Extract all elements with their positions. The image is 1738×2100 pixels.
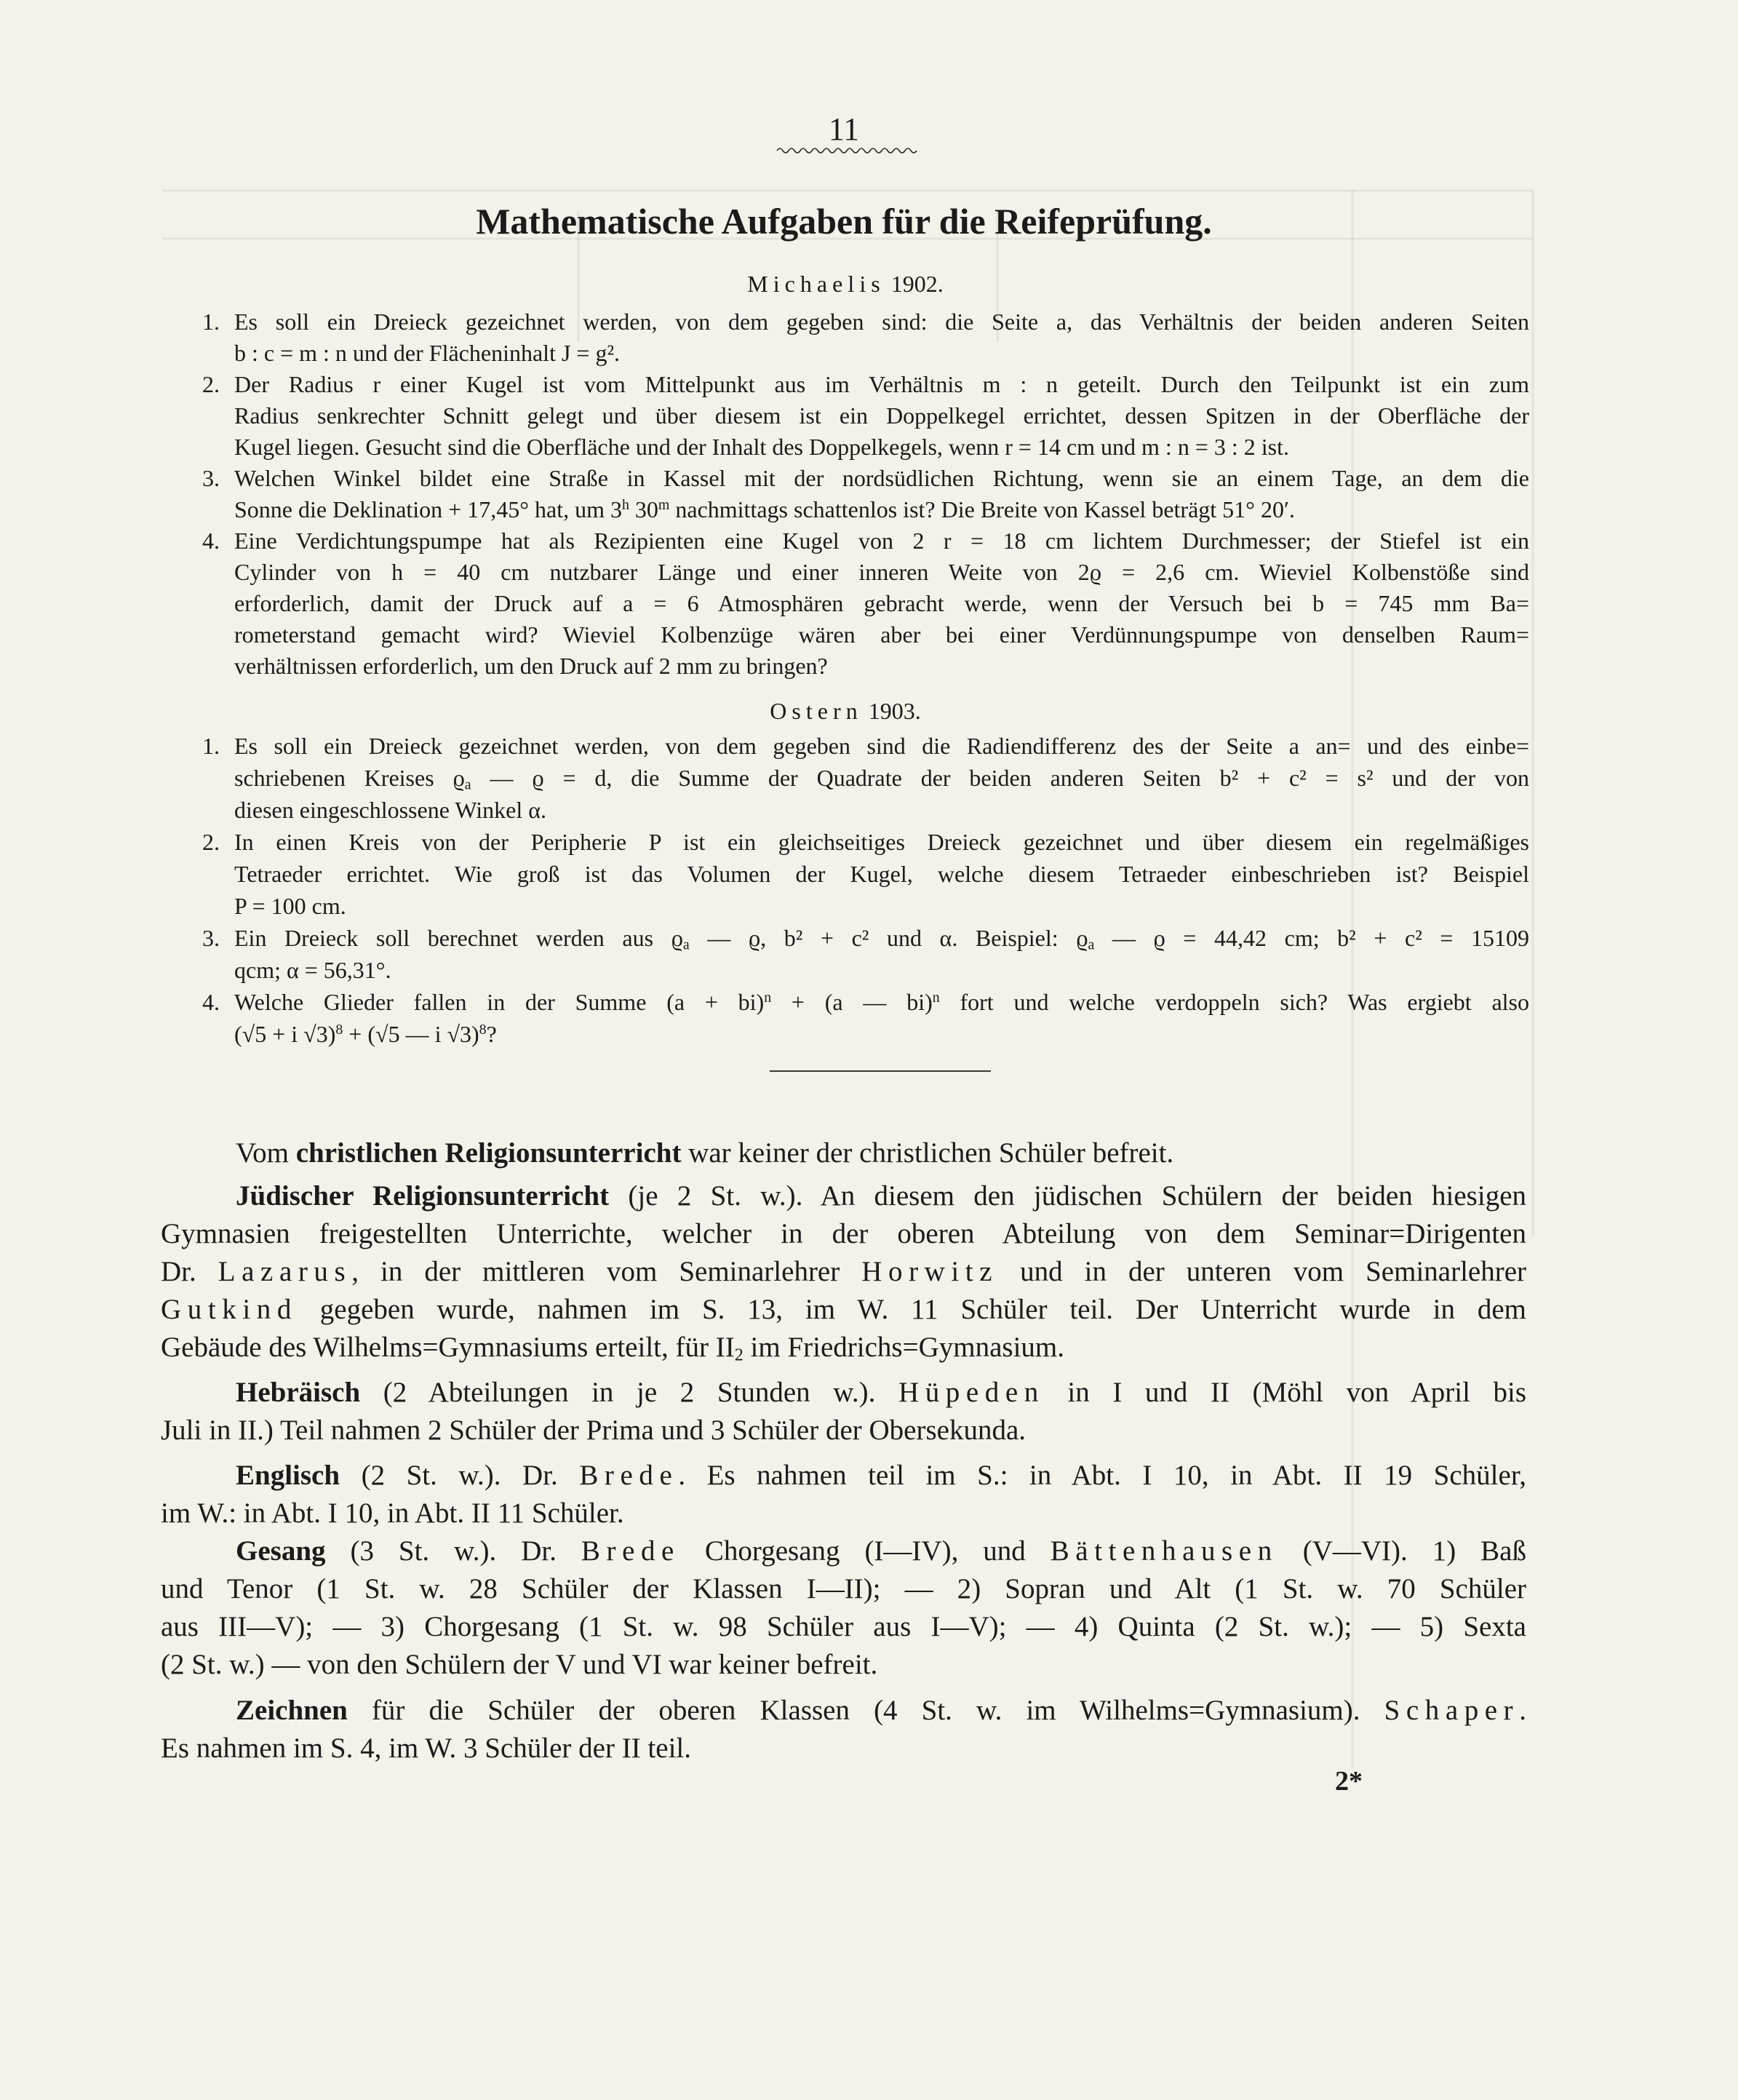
signature-mark: 2* [1335,1766,1363,1797]
superscript: n [764,990,772,1006]
exercise-number: 2. [202,829,220,855]
text-line [234,826,1529,858]
exercise-item [191,525,1529,682]
text-line [161,1532,1526,1570]
text-run: im W.: in Abt. I 10, in Abt. II 11 Schüler. [161,1498,624,1529]
text-run: + (√5 — i √3) [343,1021,479,1047]
text-line [234,431,1529,463]
text-run: Chorgesang (I—IV), und [679,1535,1051,1567]
spaced-text: Bättenhausen [1050,1535,1278,1567]
spaced-text: Brede [581,1535,680,1567]
text-run: P = 100 cm. [234,893,346,919]
text-run: war keiner der christlichen Schüler befreit. [681,1137,1174,1169]
text-run: Eine Verdichtungspumpe hat als Rezipienten eine Kugel von 2 r = 18 cm lichtem Durchmesser; der Stiefel ist ein [234,528,1529,554]
text-run: (V—VI). 1) Baß [1277,1535,1526,1567]
text-line [234,557,1529,588]
text-run: (2 Abteilungen in je 2 Stunden w.). [360,1377,898,1408]
text-line [161,1692,1526,1730]
body-paragraph [161,1692,1526,1767]
exercise-number: 4. [202,989,220,1015]
exercise-number: 1. [202,733,220,759]
text-run: Der Radius r einer Kugel ist vom Mittelpunkt aus im Verhältnis m : n geteilt. Durch den Teilpunkt ist ein zum [234,371,1529,397]
text-line [234,730,1529,762]
text-run: für die Schüler der oberen Klassen (4 St. w. im Wilhelms=Gymnasium). [347,1695,1384,1726]
page-number-ornament [776,146,917,156]
text-line [161,1253,1526,1291]
text-line [234,762,1529,794]
text-line [161,1177,1526,1215]
bold-text: Englisch [236,1460,340,1491]
horizontal-rule [770,1070,991,1072]
exercise-item [191,730,1529,826]
body-paragraph [161,1532,1526,1684]
text-run: In einen Kreis von der Peripherie P ist ein gleichseitiges Dreieck gezeichnet und über diesem ein regelmäßiges [234,829,1529,855]
text-line [161,1570,1526,1608]
text-run: Welche Glieder fallen in der Summe (a + bi) [234,989,765,1015]
text-run: Juli in II.) Teil nahmen 2 Schüler der Prima und 3 Schüler der Obersekunda. [161,1415,1027,1446]
exercise-number: 4. [202,528,220,554]
text-line [234,986,1529,1018]
text-run: Es soll ein Dreieck gezeichnet werden, von dem gegeben sind: die Seite a, das Verhältnis der beiden anderen Seiten [234,309,1529,335]
bold-text: Hebräisch [236,1377,361,1408]
superscript: m [658,497,670,514]
text-line [161,1646,1526,1684]
text-run: — ϱ = d, die Summe der Quadrate der beiden anderen Seiten b² + c² = s² und der von [471,765,1530,791]
text-run: — ϱ, b² + c² und α. Beispiel: ϱ [689,925,1088,951]
subscript: a [1088,936,1095,953]
text-line [161,1374,1526,1412]
text-run: gegeben wurde, nahmen im S. 13, im W. 11 Schüler teil. Der Unterricht wurde in dem [297,1294,1526,1325]
text-run: 30 [629,496,658,522]
section-heading [191,695,1529,727]
text-line [234,858,1529,890]
subscript: a [682,936,690,953]
spaced-text: Michaelis [747,271,885,297]
text-run: Vom [236,1137,296,1169]
text-run: und in der unteren vom Seminarlehrer [998,1256,1527,1287]
spaced-text: Horwitz [861,1256,999,1287]
text-line [234,369,1529,400]
text-run: 1903. [862,698,921,724]
spaced-text: Brede [579,1460,679,1491]
text-line [161,1134,1526,1172]
text-line [234,890,1529,922]
text-run: b : c = m : n und der Flächeninhalt J = g². [234,340,621,366]
text-line [161,1412,1526,1449]
text-line [234,494,1529,525]
exercise-number: 2. [202,371,220,397]
exercise-number: 3. [202,465,220,491]
subscript: a [464,776,471,793]
text-run: Cylinder von h = 40 cm nutzbarer Länge und einer inneren Weite von 2ϱ = 2,6 cm. Wieviel Kolbenstöße sind [234,559,1529,585]
text-line [234,588,1529,619]
text-run: . [1519,1695,1526,1726]
text-run: (2 St. w.). Dr. [340,1460,580,1491]
spaced-text: Hüpeden [898,1377,1045,1408]
text-run: Gymnasien freigestellten Unterrichte, welcher in der oberen Abteilung von dem Seminar=Dirigenten [161,1218,1526,1249]
text-line [191,268,1500,300]
text-run: 1902. [885,271,944,297]
text-run: Ein Dreieck soll berechnet werden aus ϱ [234,925,683,951]
spaced-text: Lazarus [218,1256,352,1287]
text-line [161,1329,1526,1367]
text-line [234,463,1529,494]
section-heading [191,268,1529,300]
body-text [161,1134,1526,1767]
text-run: Es soll ein Dreieck gezeichnet werden, von dem gegeben sind die Radiendifferenz des der Seite a an= und des einbe= [234,733,1529,759]
text-run: rometerstand gemacht wird? Wieviel Kolbenzüge wären aber bei einer Verdünnungspumpe von denselben Raum= [234,621,1529,648]
exercise-item [191,306,1529,369]
text-line [234,1018,1529,1050]
text-line [234,525,1529,557]
exercise-number: 1. [202,309,220,335]
text-run: in I und II (Möhl von April bis [1044,1377,1527,1408]
text-run: nachmittags schattenlos ist? Die Breite von Kassel beträgt 51° 20′. [669,496,1295,522]
text-run: , in der mittleren vom Seminarlehrer [351,1256,862,1287]
bold-text: Zeichnen [236,1695,348,1726]
text-line [234,306,1529,338]
text-line [234,619,1529,651]
superscript: 8 [335,1022,343,1038]
text-run: Sonne die Deklination + 17,45° hat, um 3 [234,496,622,522]
body-paragraph [161,1177,1526,1367]
text-run: . Es nahmen teil im S.: in Abt. I 10, in Abt. II 19 Schüler, [678,1460,1527,1491]
exam-section-michaelis [191,268,1529,682]
text-run: Es nahmen im S. 4, im W. 3 Schüler der II teil. [161,1733,691,1764]
page-title: Mathematische Aufgaben für die Reifeprüfung. [476,201,1212,242]
superscript: h [622,497,629,514]
text-run: fort und welche verdoppeln sich? Was ergiebt also [939,989,1530,1015]
superscript: 8 [479,1022,487,1038]
text-line [161,1457,1526,1495]
exercise-item [191,463,1529,525]
text-run: (je 2 St. w.). An diesem den jüdischen Schülern der beiden hiesigen [609,1180,1526,1212]
subscript: 2 [734,1345,744,1365]
text-line [161,1608,1526,1646]
exercise-list [191,730,1529,1050]
text-run: aus III—V); — 3) Chorgesang (1 St. w. 98 Schüler aus I—V); — 4) Quinta (2 St. w.); — 5) Sexta [161,1611,1526,1642]
text-run: diesen eingeschlossene Winkel α. [234,797,546,823]
bold-text: christlichen Religionsunterricht [295,1137,682,1169]
text-run: Welchen Winkel bildet eine Straße in Kassel mit der nordsüdlichen Richtung, wenn sie an einem Tage, an dem die [234,465,1529,491]
exercise-list [191,306,1529,682]
exercise-item [191,922,1529,986]
text-run: und Tenor (1 St. w. 28 Schüler der Klassen I—II); — 2) Sopran und Alt (1 St. w. 70 Schüler [161,1573,1526,1604]
text-run: qcm; α = 56,31°. [234,957,391,983]
text-line [161,1730,1526,1767]
page-number: 11 [828,111,860,147]
text-run: im Friedrichs=Gymnasium. [743,1332,1064,1363]
text-run: Gebäude des Wilhelms=Gymnasiums erteilt, für II [161,1332,735,1363]
exercise-number: 3. [202,925,220,951]
superscript: n [932,990,940,1006]
spaced-text: Ostern [770,698,863,724]
text-line [191,695,1500,727]
text-run: + (a — bi) [771,989,933,1015]
text-run: (√5 + i √3) [234,1021,336,1047]
text-line [234,400,1529,431]
text-run: (2 St. w.) — von den Schülern der V und VI war keiner befreit. [161,1649,878,1680]
exercise-item [191,826,1529,922]
text-run: erforderlich, damit der Druck auf a = 6 Atmosphären gebracht werde, wenn der Versuch bei b = 745 mm Ba= [234,590,1529,616]
spaced-text: Schaper [1384,1695,1520,1726]
body-paragraph [161,1374,1526,1449]
text-run: Kugel liegen. Gesucht sind die Oberfläche und der Inhalt des Doppelkegels, wenn r = 14 cm und m : n = 3 : 2 ist. [234,434,1289,460]
text-line [234,922,1529,954]
body-paragraph [161,1457,1526,1532]
text-run: Tetraeder errichtet. Wie groß ist das Volumen der Kugel, welche diesem Tetraeder einbeschrieben ist? Beispiel [234,861,1529,887]
body-paragraph [161,1134,1526,1172]
text-line [234,794,1529,826]
text-run: ? [486,1021,497,1047]
text-line [161,1215,1526,1253]
exam-section-ostern [191,695,1529,1050]
bold-text: Jüdischer Religionsunterricht [236,1180,610,1212]
exercise-item [191,369,1529,463]
text-line [161,1291,1526,1329]
exercise-item [191,986,1529,1050]
text-run: Radius senkrechter Schnitt gelegt und über diesem ist ein Doppelkegel errichtet, dessen Spitzen in der Oberfläche der [234,402,1529,429]
text-run: Dr. [161,1256,218,1287]
text-line [161,1495,1526,1532]
text-line [234,954,1529,986]
text-run: schriebenen Kreises ϱ [234,765,465,791]
text-run: — ϱ = 44,42 cm; b² + c² = 15109 [1094,925,1530,951]
bold-text: Gesang [236,1535,326,1567]
spaced-text: Gutkind [161,1294,298,1325]
text-run: (3 St. w.). Dr. [325,1535,581,1567]
text-line [234,651,1529,682]
text-run: verhältnissen erforderlich, um den Druck auf 2 mm zu bringen? [234,653,828,679]
text-line [234,338,1529,369]
